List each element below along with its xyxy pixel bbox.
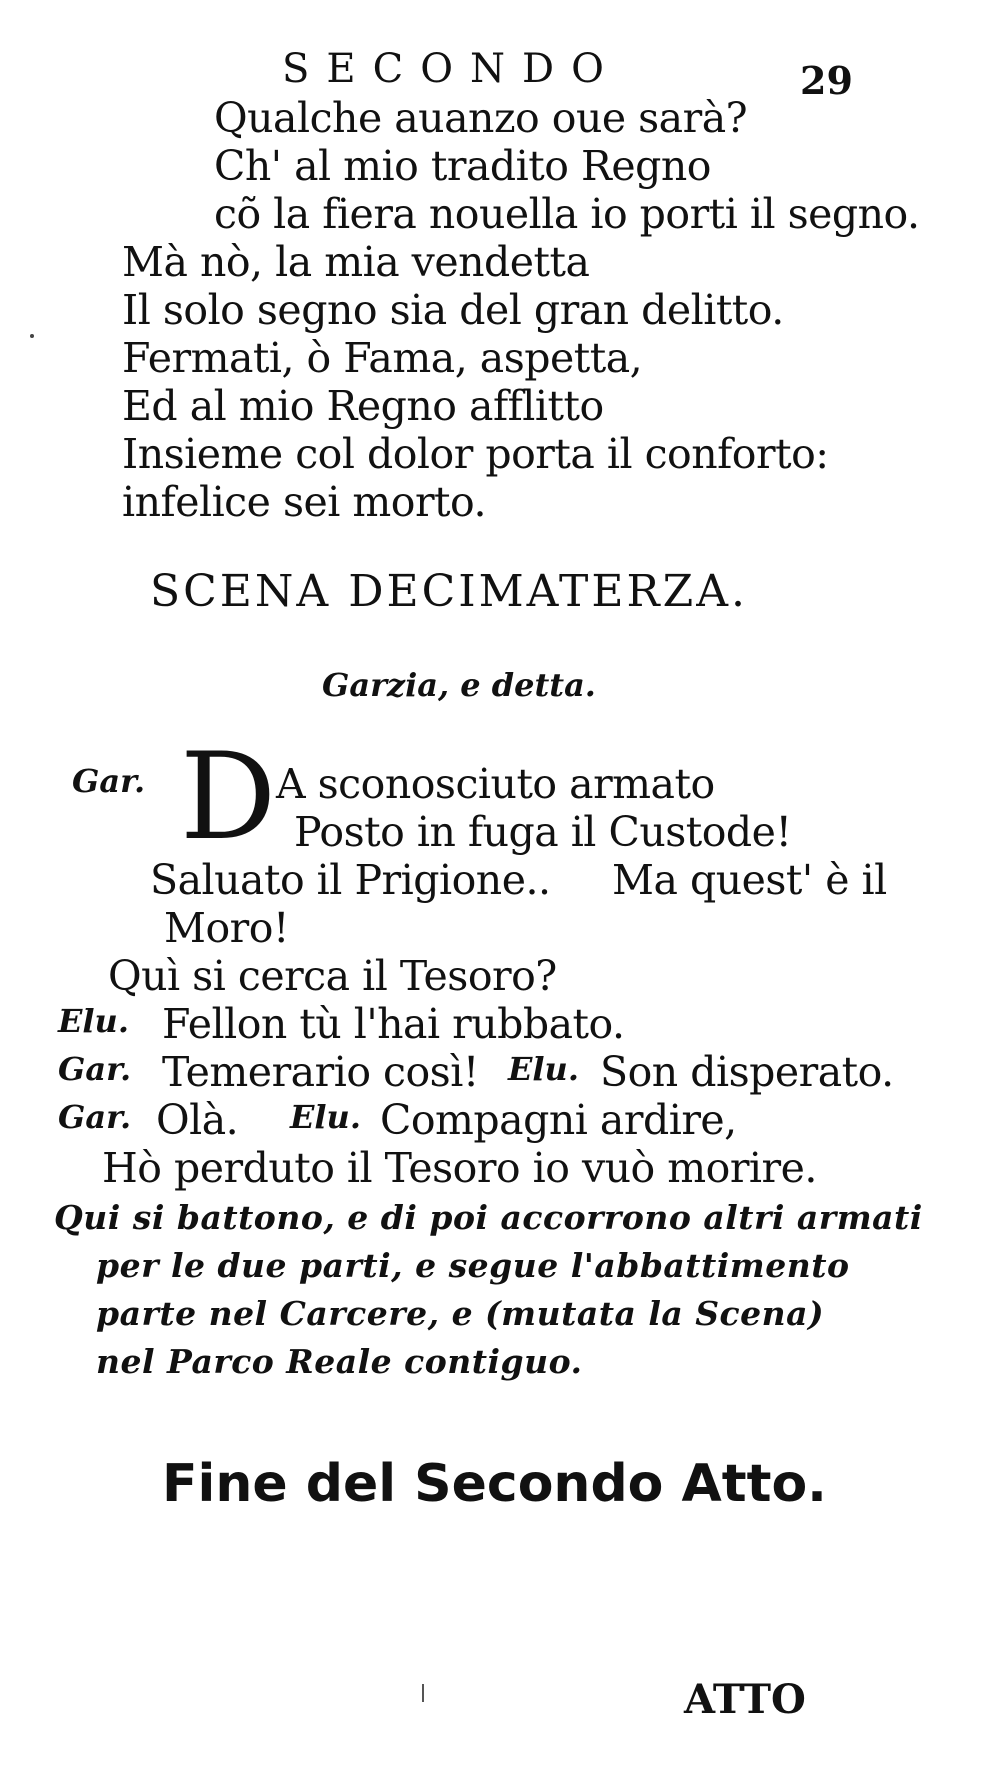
speaker-label: Elu.	[290, 1098, 361, 1136]
verse-line: infelice sei morto.	[122, 478, 487, 526]
act-end-title: Fine del Secondo Atto.	[162, 1454, 827, 1514]
verse-line: Il solo segno sia del gran delitto.	[122, 286, 784, 334]
dialogue-line: Fellon tù l'hai rubbato.	[162, 1000, 625, 1048]
verse-line: Ed al mio Regno afflitto	[122, 382, 604, 430]
dialogue-line: Hò perduto il Tesoro io vuò morire.	[102, 1144, 817, 1192]
dialogue-line: Saluato il Prigione..	[150, 856, 551, 904]
dialogue-line: Compagni ardire,	[380, 1096, 737, 1144]
running-head: SECONDO	[282, 46, 621, 92]
dialogue-line: Son disperato.	[600, 1048, 894, 1096]
stage-direction-line: nel Parco Reale contiguo.	[96, 1342, 583, 1381]
dialogue-line: Quì si cerca il Tesoro?	[108, 952, 557, 1000]
stage-direction-line: per le due parti, e segue l'abbattimento	[96, 1246, 850, 1285]
verse-line: Qualche auanzo oue sarà?	[214, 94, 748, 142]
verse-line: cõ la fiera nouella io porti il segno.	[214, 190, 920, 238]
drop-cap: D	[180, 728, 277, 867]
dialogue-line: Moro!	[164, 904, 289, 952]
dialogue-line: Olà.	[156, 1096, 239, 1144]
verse-line: Mà nò, la mia vendetta	[122, 238, 590, 286]
speaker-label: Gar.	[58, 1050, 132, 1088]
scene-heading: SCENA DECIMATERZA.	[150, 566, 748, 617]
print-speck	[30, 334, 34, 338]
page-number: 29	[800, 58, 853, 103]
stage-direction-line: Qui si battono, e di poi accorrono altri armati	[54, 1198, 923, 1237]
dialogue-line: Temerario così!	[162, 1048, 479, 1096]
dialogue-line: A sconosciuto armato	[276, 760, 715, 808]
verse-line: Fermati, ò Fama, aspetta,	[122, 334, 643, 382]
dialogue-line: Posto in fuga il Custode!	[294, 808, 792, 856]
speaker-label: Gar.	[72, 762, 146, 800]
verse-line: Insieme col dolor porta il conforto:	[122, 430, 829, 478]
verse-line: Ch' al mio tradito Regno	[214, 142, 711, 190]
dialogue-line: Ma quest' è il	[612, 856, 887, 904]
catchword: ATTO	[684, 1676, 806, 1723]
stage-direction-line: parte nel Carcere, e (mutata la Scena)	[96, 1294, 825, 1333]
speaker-label: Gar.	[58, 1098, 132, 1136]
scene-cast: Garzia, e detta.	[322, 666, 596, 704]
print-speck	[422, 1684, 424, 1702]
speaker-label: Elu.	[508, 1050, 579, 1088]
speaker-label: Elu.	[58, 1002, 129, 1040]
